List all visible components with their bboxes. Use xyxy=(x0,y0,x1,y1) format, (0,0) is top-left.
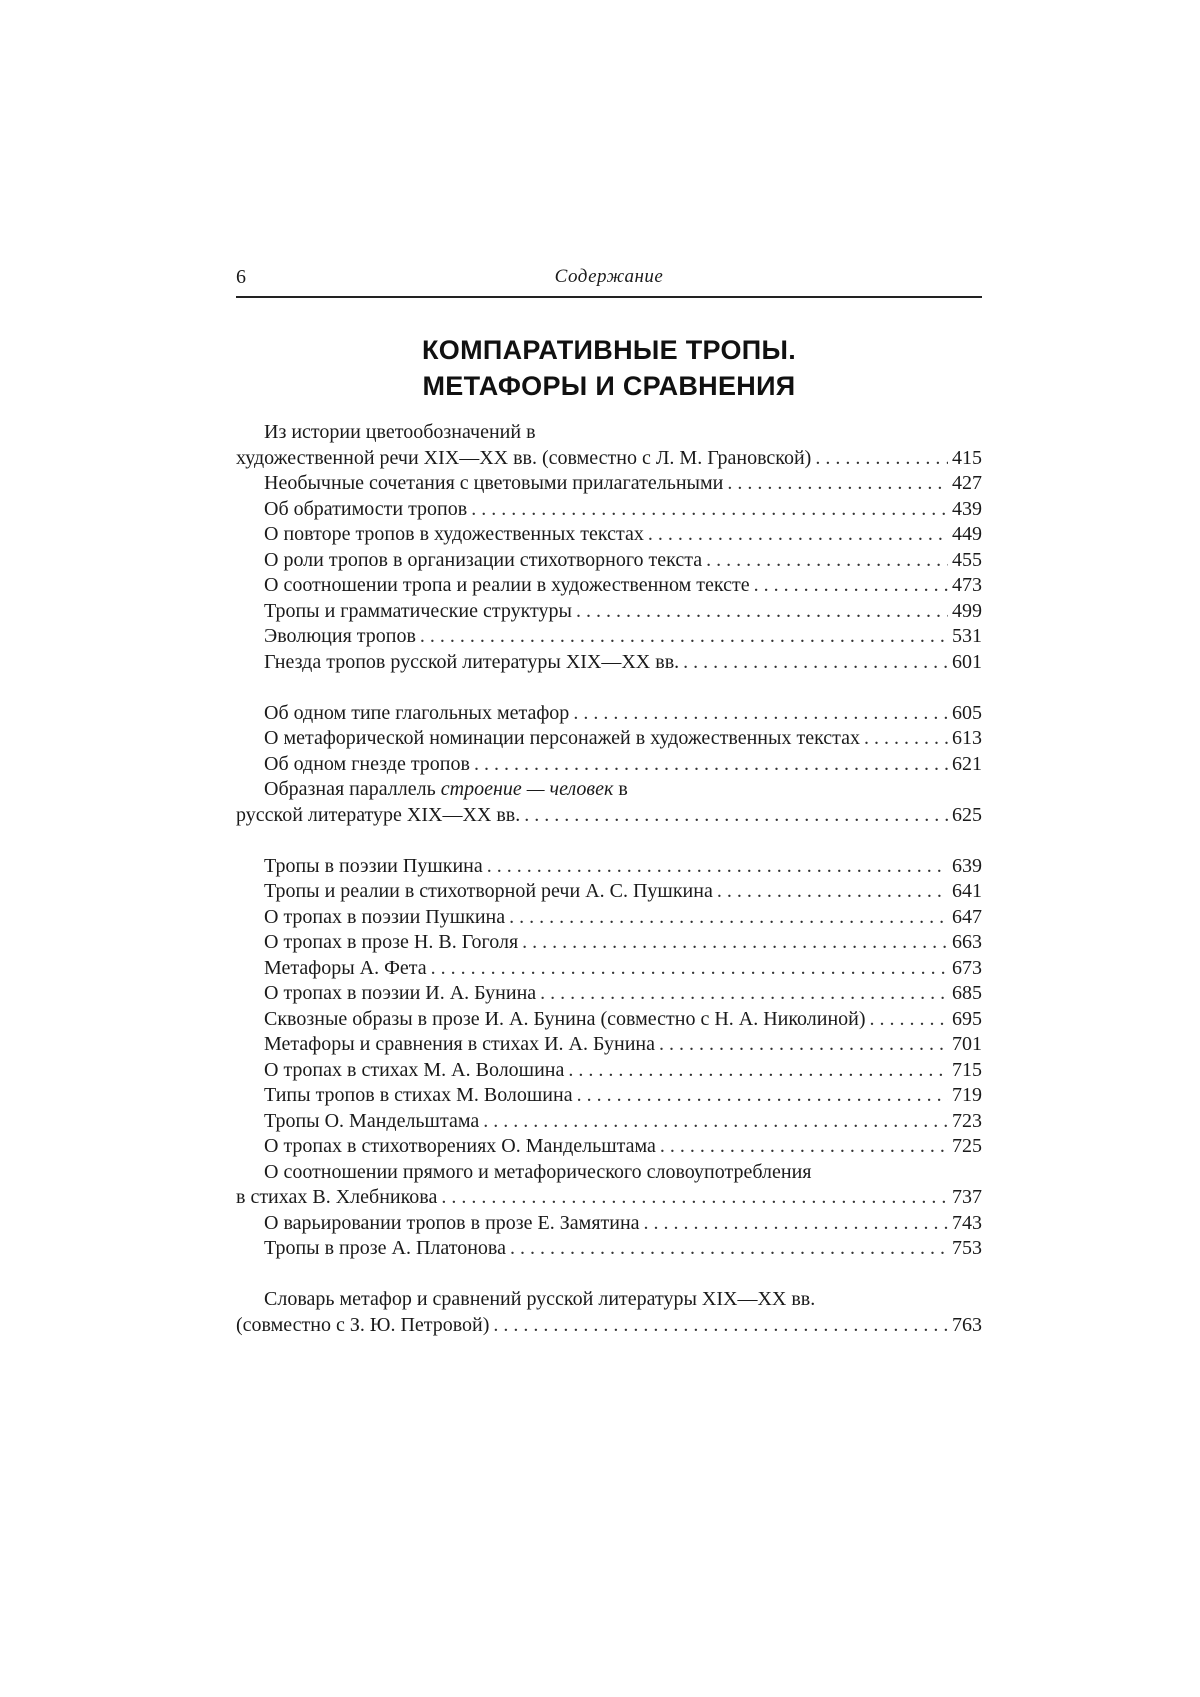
dot-leader xyxy=(706,548,948,574)
dot-leader xyxy=(483,1109,948,1135)
toc-entry-title: О роли тропов в организации стихотворного текста xyxy=(264,548,703,571)
dot-leader xyxy=(754,573,948,599)
toc-entry-row xyxy=(236,752,982,778)
dot-leader xyxy=(727,471,948,497)
dot-leader xyxy=(864,726,948,752)
toc-entry-line-1 xyxy=(236,777,982,803)
dot-leader xyxy=(576,599,948,625)
toc-entry-row xyxy=(236,905,982,931)
toc-entry xyxy=(236,1109,982,1135)
toc-entry-row xyxy=(236,522,982,548)
section-title-line-1: КОМПАРАТИВНЫЕ ТРОПЫ. xyxy=(422,335,796,365)
toc-entry xyxy=(236,650,982,676)
toc-page-number: 715 xyxy=(952,1058,982,1081)
toc-entry-row xyxy=(236,930,982,956)
toc-entry xyxy=(236,624,982,650)
toc-entry xyxy=(236,420,982,471)
toc-line-italic: строение — человек xyxy=(440,778,614,800)
toc-entry-title: Тропы и грамматические структуры xyxy=(264,599,572,622)
toc-page-number: 621 xyxy=(952,752,982,775)
toc-entry-title: русской литературе XIX—XX вв. xyxy=(236,803,521,826)
toc-page-number: 743 xyxy=(952,1211,982,1234)
toc-entry xyxy=(236,930,982,956)
toc-page-number: 415 xyxy=(952,446,982,469)
toc-entry-row xyxy=(236,803,982,829)
toc-entry-title: О метафорической номинации персонажей в художественных текстах xyxy=(264,727,861,749)
toc-page-number: 695 xyxy=(952,1007,982,1030)
dot-leader xyxy=(644,1211,948,1237)
toc-entry-row xyxy=(236,1211,982,1237)
toc-entry-row xyxy=(236,624,982,650)
toc-entry xyxy=(236,1236,982,1262)
toc-entry-row xyxy=(236,981,982,1007)
dot-leader xyxy=(568,1058,948,1084)
toc-page-number: 613 xyxy=(952,727,982,749)
toc-entry xyxy=(236,752,982,778)
toc-entry-title: О тропах в поэзии И. А. Бунина xyxy=(264,982,537,1004)
toc-entry-title: Тропы О. Мандельштама xyxy=(264,1109,480,1132)
toc-entry-row xyxy=(236,1083,982,1109)
toc-entry-line-1: О соотношении прямого и метафорического словоупотребления xyxy=(264,1160,812,1183)
toc-entry-row xyxy=(236,879,982,905)
toc-page-number: 663 xyxy=(952,931,982,953)
toc-entry-row xyxy=(236,1032,982,1058)
toc-entry-row xyxy=(236,548,982,574)
page-number: 6 xyxy=(236,266,246,288)
toc-page-number: 499 xyxy=(952,599,982,622)
dot-leader xyxy=(540,981,948,1007)
dot-leader xyxy=(509,905,948,931)
toc-entry xyxy=(236,777,982,828)
toc-page-number: 725 xyxy=(952,1135,982,1157)
toc-entry xyxy=(236,1211,982,1237)
toc-page-number: 455 xyxy=(952,548,982,571)
toc-page-number: 701 xyxy=(952,1033,982,1055)
dot-leader xyxy=(522,930,948,956)
toc-page-number: 531 xyxy=(952,625,982,647)
toc-entry-title: О соотношении тропа и реалии в художественном тексте xyxy=(264,574,750,596)
toc-entry xyxy=(236,701,982,727)
dot-leader xyxy=(648,522,948,548)
running-title: Содержание xyxy=(554,266,664,287)
toc-entry-row xyxy=(236,650,982,676)
toc-page-number: 601 xyxy=(952,650,982,673)
toc-entry-title: Эволюция тропов xyxy=(264,625,416,647)
toc-entry-row xyxy=(236,573,982,599)
page-header xyxy=(236,262,982,298)
toc-entry-line-1: Из истории цветообозначений в xyxy=(264,421,536,443)
dot-leader xyxy=(573,701,948,727)
toc-entry xyxy=(236,1134,982,1160)
toc-entry-row xyxy=(236,854,982,880)
dot-leader xyxy=(815,446,948,472)
toc-entry-row xyxy=(236,497,982,523)
toc-entry-row xyxy=(236,446,982,472)
toc-line-suffix: в xyxy=(613,778,628,800)
toc-entry-title: Метафоры и сравнения в стихах И. А. Бунина xyxy=(264,1033,655,1055)
toc-entry-title: О тропах в прозе Н. В. Гоголя xyxy=(264,931,519,953)
toc-page-number: 605 xyxy=(952,701,982,724)
toc-page-number: 427 xyxy=(952,472,982,494)
toc-entry xyxy=(236,548,982,574)
toc-entry xyxy=(236,981,982,1007)
toc-entry xyxy=(236,879,982,905)
toc-entry-row xyxy=(236,1185,982,1211)
toc-entry xyxy=(236,573,982,599)
toc-entry-title: Тропы и реалии в стихотворной речи А. С. Пушкина xyxy=(264,880,713,902)
toc-page-number: 449 xyxy=(952,523,982,545)
toc-entry-title: художественной речи XIX—XX вв. (совместно с Л. М. Грановской) xyxy=(236,446,812,469)
toc-entry-row xyxy=(236,1007,982,1033)
toc-entry xyxy=(236,599,982,625)
toc-entry-line-1: Словарь метафор и сравнений русской литературы XIX—XX вв. xyxy=(264,1288,816,1310)
toc-entry-row xyxy=(236,1134,982,1160)
toc-entry-title: Типы тропов в стихах М. Волошина xyxy=(264,1084,573,1106)
toc-entry xyxy=(236,1160,982,1211)
toc-entry-title: Об одном гнезде тропов xyxy=(264,752,470,775)
toc-entry xyxy=(236,956,982,982)
dot-leader xyxy=(471,497,948,523)
toc-entry-title: Сквозные образы в прозе И. А. Бунина (совместно с Н. А. Николиной) xyxy=(264,1007,866,1030)
toc-entry xyxy=(236,726,982,752)
dot-leader xyxy=(717,879,948,905)
toc-entry-title: О повторе тропов в художественных текстах xyxy=(264,523,644,545)
toc-page-number: 439 xyxy=(952,497,982,520)
dot-leader xyxy=(660,1134,948,1160)
toc-entry-row xyxy=(236,1236,982,1262)
toc-page-number: 753 xyxy=(952,1237,982,1259)
toc-entry xyxy=(236,471,982,497)
toc-entry xyxy=(236,522,982,548)
toc-entry-row xyxy=(236,956,982,982)
toc-page-number: 473 xyxy=(952,574,982,596)
toc-entry xyxy=(236,497,982,523)
toc-entry-title: Тропы в прозе А. Платонова xyxy=(264,1237,506,1259)
dot-leader xyxy=(683,650,948,676)
toc-entry-title: (совместно с З. Ю. Петровой) xyxy=(236,1313,490,1336)
toc-page-number: 719 xyxy=(952,1084,982,1106)
toc-entry-row xyxy=(236,599,982,625)
dot-leader xyxy=(659,1032,948,1058)
toc-entry-row xyxy=(236,701,982,727)
dot-leader xyxy=(474,752,948,778)
toc-entry-title: О тропах в поэзии Пушкина xyxy=(264,905,506,928)
toc-entry-title: Об одном типе глагольных метафор xyxy=(264,701,570,724)
dot-leader xyxy=(510,1236,948,1262)
dot-leader xyxy=(431,956,948,982)
toc-entry xyxy=(236,1007,982,1033)
toc-entry xyxy=(236,905,982,931)
toc-entry-row xyxy=(236,1058,982,1084)
toc-page-number: 639 xyxy=(952,854,982,877)
toc-entry-row xyxy=(236,1313,982,1339)
toc-entry xyxy=(236,1058,982,1084)
dot-leader xyxy=(420,624,948,650)
dot-leader xyxy=(441,1185,948,1211)
section-title-line-2: МЕТАФОРЫ И СРАВНЕНИЯ xyxy=(422,371,796,401)
toc-entry-title: О тропах в стихотворениях О. Мандельштама xyxy=(264,1135,656,1157)
toc-page-number: 647 xyxy=(952,905,982,928)
toc-line-prefix: Образная параллель xyxy=(264,778,441,800)
toc-entry-title: О тропах в стихах М. А. Волошина xyxy=(264,1058,565,1081)
toc-page-number: 763 xyxy=(952,1313,982,1336)
toc-entry-title: в стихах В. Хлебникова xyxy=(236,1186,438,1208)
toc-page-number: 641 xyxy=(952,880,982,902)
toc-page-number: 737 xyxy=(952,1186,982,1208)
dot-leader xyxy=(487,854,948,880)
table-of-contents xyxy=(236,420,982,1338)
toc-entry xyxy=(236,1083,982,1109)
toc-entry-title: О варьировании тропов в прозе Е. Замятина xyxy=(264,1211,640,1234)
toc-entry-title: Тропы в поэзии Пушкина xyxy=(264,854,483,877)
dot-leader xyxy=(577,1083,948,1109)
toc-entry-title: Метафоры А. Фета xyxy=(264,956,427,979)
toc-entry-title: Об обратимости тропов xyxy=(264,497,468,520)
section-title xyxy=(236,332,982,404)
toc-entry-title: Необычные сочетания с цветовыми прилагательными xyxy=(264,472,724,494)
toc-page-number: 723 xyxy=(952,1109,982,1132)
toc-entry xyxy=(236,854,982,880)
dot-leader xyxy=(524,803,948,829)
toc-entry-title: Гнезда тропов русской литературы XIX—XX вв. xyxy=(264,650,680,673)
toc-page-number: 625 xyxy=(952,803,982,826)
toc-entry-row xyxy=(236,1109,982,1135)
dot-leader xyxy=(493,1313,948,1339)
toc-entry xyxy=(236,1032,982,1058)
dot-leader xyxy=(870,1007,948,1033)
toc-entry-row xyxy=(236,726,982,752)
toc-page-number: 673 xyxy=(952,956,982,979)
toc-entry xyxy=(236,1287,982,1338)
toc-entry-row xyxy=(236,471,982,497)
toc-page-number: 685 xyxy=(952,982,982,1004)
